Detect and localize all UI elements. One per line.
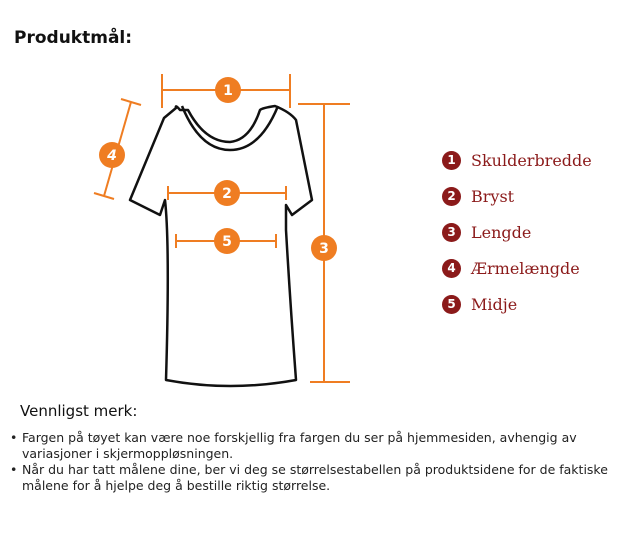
legend-number: 1: [442, 151, 461, 170]
note-text: Fargen på tøyet kan være noe forskjellig fra fargen du ser på hjemmesiden, avhengig av variasjoner i skjermoppløsningen.: [22, 430, 577, 461]
neckline: [182, 106, 278, 150]
legend-item-length: [442, 214, 592, 250]
note-item: [10, 462, 610, 494]
bullet-icon: •: [10, 462, 18, 477]
legend-item-shoulder: [442, 142, 592, 178]
legend-number: 3: [442, 223, 461, 242]
notes-list: [10, 430, 610, 494]
legend-number: 4: [442, 259, 461, 278]
marker-4: [99, 142, 125, 168]
legend-label: Ærmelængde: [471, 258, 580, 278]
svg-text:2: 2: [222, 186, 232, 202]
page-title: Produktmål:: [14, 28, 133, 48]
legend-label: Lengde: [471, 222, 532, 242]
legend-label: Midje: [471, 294, 518, 314]
marker-3: [311, 235, 337, 261]
marker-5: [214, 228, 240, 254]
svg-text:5: 5: [222, 234, 232, 250]
svg-text:3: 3: [319, 241, 329, 257]
legend-item-chest: [442, 178, 592, 214]
note-text: Når du har tatt målene dine, ber vi deg se størrelsestabellen på produktsidene for de faktiske målene for å hjelpe deg å bestille riktig størrelse.: [22, 462, 608, 493]
legend-item-waist: [442, 286, 592, 322]
legend-label: Bryst: [471, 186, 515, 206]
svg-text:1: 1: [223, 83, 233, 99]
legend-number: 2: [442, 187, 461, 206]
measurement-legend: [442, 142, 592, 322]
marker-2: [214, 180, 240, 206]
legend-number: 5: [442, 295, 461, 314]
legend-item-sleeve: [442, 250, 592, 286]
bullet-icon: •: [10, 430, 18, 445]
note-heading: Vennligst merk:: [20, 402, 138, 420]
note-item: [10, 430, 610, 462]
legend-label: Skulderbredde: [471, 150, 592, 170]
marker-1: [215, 77, 241, 103]
svg-text:4: 4: [107, 148, 117, 164]
